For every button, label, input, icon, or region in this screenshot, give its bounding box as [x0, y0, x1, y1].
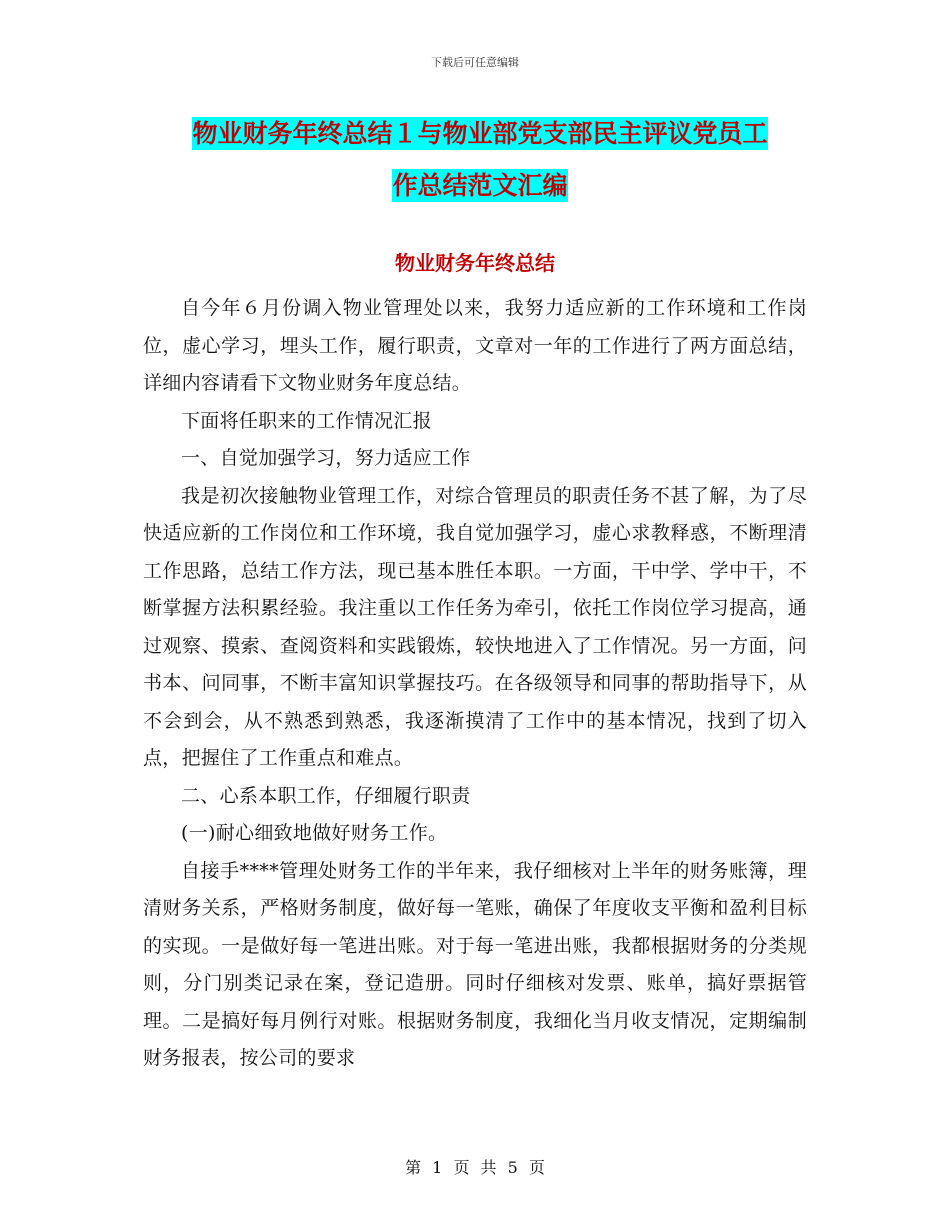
header-note: 下载后可任意编辑: [431, 56, 519, 69]
paragraph-report-lead: 下面将任职来的工作情况汇报: [181, 409, 432, 432]
page-footer: 第 1 页 共 5 页: [405, 1158, 545, 1177]
subheading-finance: (一)耐心细致地做好财务工作。: [181, 822, 448, 844]
paragraph-finance: 自接手****管理处财务工作的半年来，我仔细核对上半年的财务账簿，理清财务关系，严格财务制度，做好每一笔账，确保了年度收支平衡和盈利目标的实现。一是做好每一笔进出账。对于每一笔进出账，我都根据财务的分类规则，分门别类记录在案，登记造册。同时仔细核对发票、账单，搞好票据管理。二是搞好每月例行对账。根据财务制度，我细化当月收支情况，定期编制财务报表，按公司的要求: [143, 859, 807, 1069]
body-text: [143, 290, 807, 1078]
document-title: [140, 108, 820, 212]
heading-two: 二、心系本职工作，仔细履行职责: [181, 784, 471, 807]
paragraph-intro: 自今年６月份调入物业管理处以来，我努力适应新的工作环境和工作岗位，虚心学习，埋头工作，履行职责，文章对一年的工作进行了两方面总结，详细内容请看下文物业财务年度总结。: [143, 297, 807, 394]
heading-one: 一、自觉加强学习，努力适应工作: [181, 447, 471, 469]
document-title-line1: 物业财务年终总结１与物业部党支部民主评议党员工: [192, 119, 768, 148]
document-title-line2: 作总结范文汇编: [392, 171, 568, 200]
section-title: 物业财务年终总结: [395, 251, 555, 275]
paragraph-learning: 我是初次接触物业管理工作，对综合管理员的职责任务不甚了解，为了尽快适应新的工作岗位和工作环境，我自觉加强学习，虚心求教释惑，不断理清工作思路，总结工作方法，现已基本胜任本职。一方面，干中学、学中干，不断掌握方法积累经验。我注重以工作任务为牵引，依托工作岗位学习提高，通过观察、摸索、查阅资料和实践锻炼，较快地进入了工作情况。另一方面，问书本、问同事，不断丰富知识掌握技巧。在各级领导和同事的帮助指导下，从不会到会，从不熟悉到熟悉，我逐渐摸清了工作中的基本情况，找到了切入点，把握住了工作重点和难点。: [143, 484, 807, 769]
